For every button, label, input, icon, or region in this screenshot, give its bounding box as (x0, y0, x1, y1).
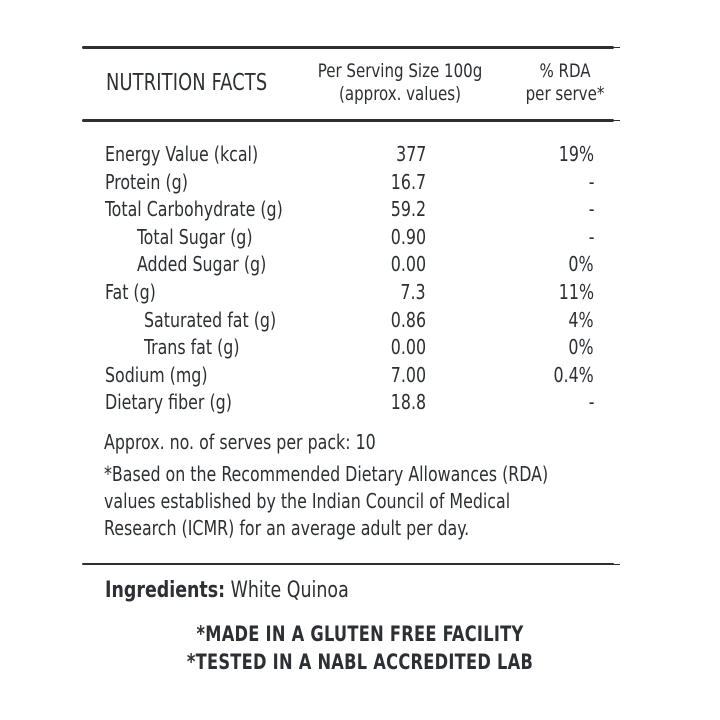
nutrient-value: 7.3 (400, 279, 426, 304)
nutrient-value: 0.00 (390, 252, 426, 277)
nutrient-rda: 4% (568, 307, 594, 332)
serves-per-pack: Approx. no. of serves per pack: 10 (104, 430, 376, 454)
nutrient-value: 18.8 (390, 390, 426, 415)
nutrient-row-protein (0, 170, 720, 198)
nutrient-rda: - (588, 390, 594, 415)
nabl-lab-claim: *TESTED IN A NABL ACCREDITED LAB (186, 650, 534, 674)
nutrient-rda: - (588, 197, 594, 222)
nutrient-rda: 0% (568, 252, 594, 277)
footnote-line: *Based on the Recommended Dietary Allowances (RDA) (104, 462, 549, 486)
nutrient-value: 16.7 (390, 169, 426, 194)
nutrient-name: Total Carbohydrate (g) (105, 197, 283, 222)
nutrient-name: Energy Value (kcal) (105, 142, 259, 166)
nutrient-name: Trans fat (g) (144, 335, 240, 360)
rda-footnote (104, 461, 597, 542)
nutrient-row-saturated-fat (0, 308, 720, 336)
nutrient-row-added-sugar (0, 252, 720, 280)
nutrient-value: 7.00 (390, 362, 426, 387)
header-divider (82, 119, 614, 122)
rda-line: % RDA (539, 60, 591, 82)
ingredients-value: White Quinoa (225, 578, 349, 603)
nutrient-value: 377 (395, 142, 426, 166)
ingredients (105, 578, 349, 603)
nutrient-value: 59.2 (390, 197, 426, 222)
nutrient-name: Dietary fiber (g) (105, 390, 232, 415)
nutrient-row-sodium (0, 363, 720, 391)
serving-size-header (312, 60, 488, 106)
rda-header (512, 60, 618, 106)
nutrient-rda: - (588, 169, 594, 194)
serving-size-line: Per Serving Size 100g (317, 60, 483, 82)
nutrient-rda: 11% (558, 279, 594, 304)
top-divider (82, 46, 614, 49)
nutrient-name: Total Sugar (g) (137, 224, 253, 249)
nutrient-rda: 0.4% (553, 362, 594, 387)
nutrient-row-total-sugar (0, 225, 720, 253)
nutrient-row-trans-fat (0, 335, 720, 363)
footer-divider (82, 563, 614, 565)
nutrient-rda: 19% (558, 142, 594, 166)
nutrition-facts-title: NUTRITION FACTS (106, 70, 268, 96)
nutrient-value: 0.00 (390, 335, 426, 360)
nutrient-table (0, 142, 720, 418)
nutrient-name: Fat (g) (105, 279, 156, 304)
nutrient-name: Added Sugar (g) (137, 252, 267, 277)
gluten-free-claim: *MADE IN A GLUTEN FREE FACILITY (196, 622, 524, 646)
nutrient-name: Protein (g) (105, 169, 188, 194)
footnote-line: values established by the Indian Council of Medical (104, 489, 511, 513)
nutrient-row-fat (0, 280, 720, 308)
ingredients-label: Ingredients: (105, 578, 226, 603)
nutrient-row-carbohydrate (0, 197, 720, 225)
nutrient-name: Saturated fat (g) (144, 307, 277, 332)
claims (0, 620, 720, 676)
per-serve-line: per serve* (525, 83, 605, 105)
nutrient-name: Sodium (mg) (105, 362, 208, 387)
nutrient-row-energy (0, 142, 720, 170)
nutrient-rda: - (588, 224, 594, 249)
nutrient-row-dietary-fiber (0, 390, 720, 418)
nutrient-value: 0.86 (390, 307, 426, 332)
approx-values-line: (approx. values) (339, 83, 461, 105)
nutrient-value: 0.90 (390, 224, 426, 249)
footnote-line: Research (ICMR) for an average adult per day. (104, 516, 470, 540)
nutrient-rda: 0% (568, 335, 594, 360)
